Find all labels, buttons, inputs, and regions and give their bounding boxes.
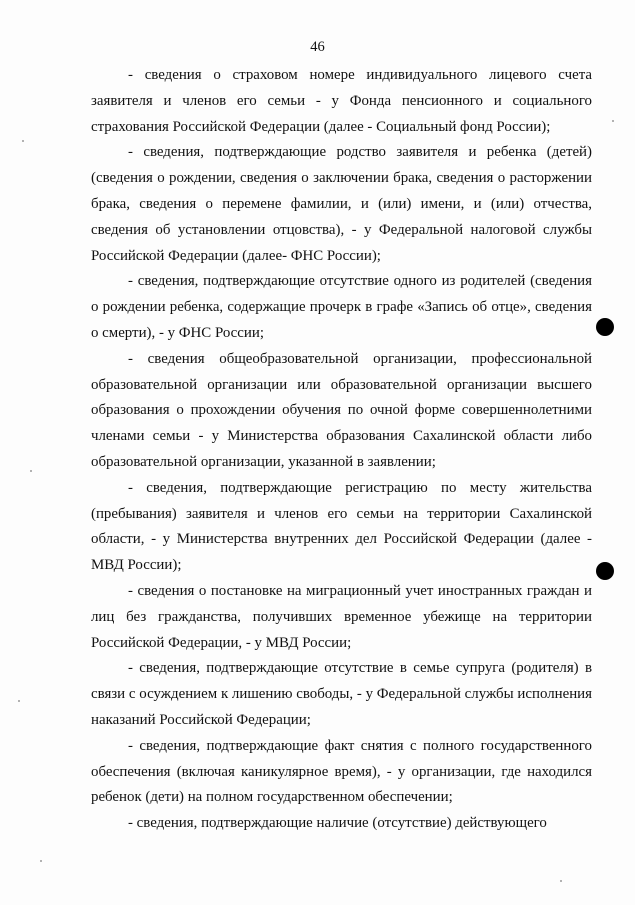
scan-speck: [40, 860, 42, 862]
paragraph-migration: - сведения о постановке на миграционный учет иностранных граждан и лиц без гражданства, получивших временное убежище на территории Российской Федерации, - у МВД России;: [91, 582, 592, 651]
paragraph-imprisonment: - сведения, подтверждающие отсутствие в семье супруга (родителя) в связи с осуждением к лишению свободы, - у Федеральной службы исполнения наказаний Российской Федерации;: [91, 660, 592, 728]
paragraph-kinship: - сведения, подтверждающие родство заявителя и ребенка (детей) (сведения о рождении, сведения о заключении брака, сведения о расторжении брака, сведения о перемене фамилии, и (или) имени, и (или) отчества, сведения об установлении отцовства), - у Федеральной налоговой службы Российской Федерации (далее- ФНС России);: [91, 144, 592, 264]
page-number: 46: [310, 39, 325, 55]
scan-speck: [560, 880, 562, 882]
document-body: [91, 63, 592, 837]
scan-speck: [22, 140, 24, 142]
paragraph-education: - сведения общеобразовательной организации, профессиональной образовательной организации или образовательной организации высшего образования о прохождении обучения по очной форме совершеннолетними членами семьи - у Министерства образования Сахалинской области либо образовательной организации, указанной в заявлении;: [91, 350, 592, 470]
punch-hole-mark: [596, 562, 614, 580]
scan-speck: [18, 700, 20, 702]
punch-hole-mark: [596, 318, 614, 336]
paragraph-absent-parent: - сведения, подтверждающие отсутствие одного из родителей (сведения о рождении ребенка, содержащие прочерк в графе «Запись об отце», сведения о смерти), - у ФНС России;: [91, 273, 592, 341]
paragraph-continued: - сведения, подтверждающие наличие (отсутствие) действующего: [128, 815, 547, 832]
scan-speck: [612, 120, 614, 122]
scan-speck: [30, 470, 32, 472]
paragraph-registration: - сведения, подтверждающие регистрацию по месту жительства (пребывания) заявителя и членов его семьи на территории Сахалинской области, - у Министерства внутренних дел Российской Федерации (далее - МВД России);: [91, 479, 592, 574]
paragraph-snils: - сведения о страховом номере индивидуального лицевого счета заявителя и членов его семьи - у Фонда пенсионного и социального страхования Российской Федерации (далее - Социальный фонд России);: [91, 67, 592, 135]
paragraph-state-care: - сведения, подтверждающие факт снятия с полного государственного обеспечения (включая каникулярное время), - у организации, где находился ребенок (дети) на полном государственном обеспечении;: [91, 737, 592, 806]
